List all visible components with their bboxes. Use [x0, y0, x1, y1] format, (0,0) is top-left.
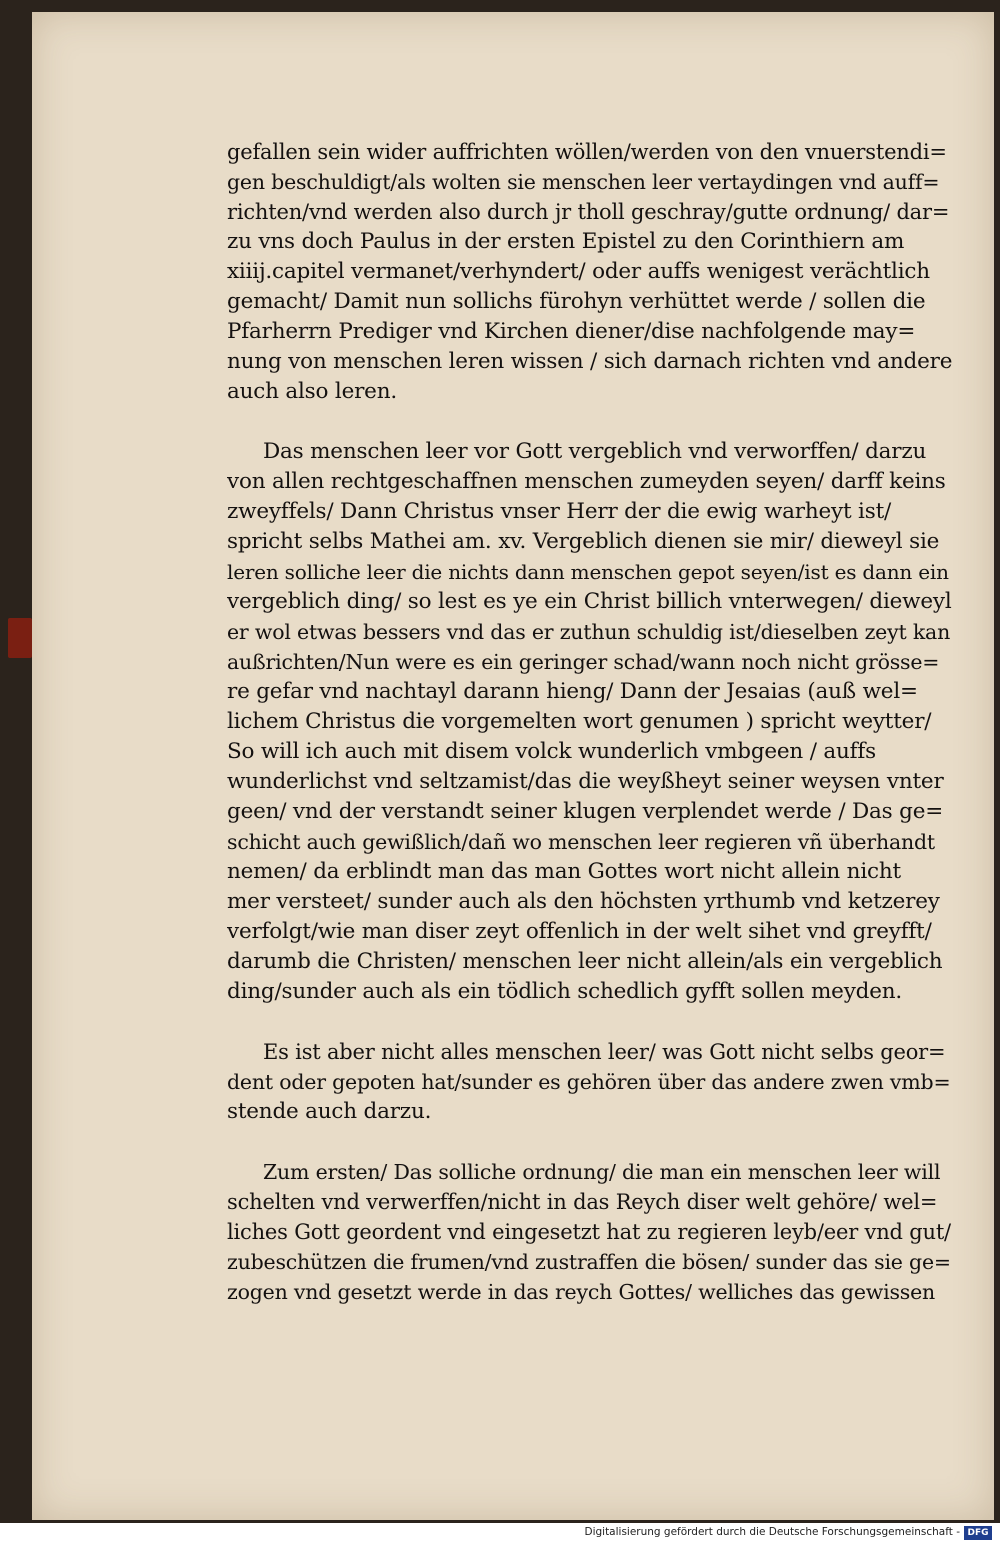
- text-line: xiiij.capitel vermanet/verhyndert/ oder auffs wenigest verächtlich: [227, 259, 930, 284]
- text-line: nung von menschen leren wissen / sich darnach richten vnd andere: [227, 349, 952, 374]
- paragraph-gap: [227, 1007, 952, 1037]
- text-line: ding/sunder auch als ein tödlich schedlich gyfft sollen meyden.: [227, 979, 903, 1004]
- text-line: stende auch darzu.: [227, 1099, 432, 1124]
- book-page: [32, 12, 994, 1520]
- text-line: zu vns doch Paulus in der ersten Epistel zu den Corinthiern am: [227, 229, 905, 254]
- text-line: gen beschuldigt/als wolten sie menschen leer vertaydingen vnd auff=: [227, 170, 940, 194]
- text-line: nemen/ da erblindt man das man Gottes wort nicht allein nicht: [227, 859, 901, 884]
- text-line: gefallen sein wider auffrichten wöllen/werden von den vnuerstendi=: [227, 140, 947, 164]
- text-line: wunderlichst vnd seltzamist/das die weyßheyt seiner weysen vnter: [227, 769, 944, 794]
- text-line: liches Gott geordent vnd eingesetzt hat zu regieren leyb/eer vnd gut/: [227, 1220, 951, 1244]
- text-line: spricht selbs Mathei am. xv. Vergeblich dienen sie mir/ dieweyl sie: [227, 529, 940, 554]
- text-line: vergeblich ding/ so lest es ye ein Christ billich vnterwegen/ dieweyl: [227, 589, 952, 614]
- paragraph-gap: [227, 407, 952, 437]
- text-line: lichem Christus die vorgemelten wort genumen ) spricht weytter/: [227, 709, 932, 734]
- paragraph: [227, 137, 952, 407]
- text-line: auch also leren.: [227, 379, 397, 404]
- footer-credit: Digitalisierung gefördert durch die Deutsche Forschungsgemeinschaft -: [584, 1526, 960, 1538]
- text-line: darumb die Christen/ menschen leer nicht allein/als ein vergeblich: [227, 949, 943, 974]
- text-line: außrichten/Nun were es ein geringer schad/wann noch nicht grösse=: [227, 650, 940, 674]
- text-line: Pfarherrn Prediger vnd Kirchen diener/dise nachfolgende may=: [227, 319, 916, 344]
- paragraph: [227, 1037, 952, 1127]
- text-line: von allen rechtgeschaffnen menschen zumeyden seyen/ darff keins: [227, 469, 946, 494]
- text-line: zogen vnd gesetzt werde in das reych Gottes/ welliches das gewissen: [227, 1280, 936, 1304]
- text-line: er wol etwas bessers vnd das er zuthun schuldig ist/dieselben zeyt kan: [227, 620, 951, 644]
- text-line: gemacht/ Damit nun sollichs fürohyn verhüttet werde / sollen die: [227, 289, 926, 314]
- footer-bar: [0, 1523, 1000, 1543]
- text-line: richten/vnd werden also durch jr tholl geschray/gutte ordnung/ dar=: [227, 200, 950, 224]
- text-line: leren solliche leer die nichts dann menschen gepot seyen/ist es dann ein: [227, 560, 949, 584]
- text-line: Zum ersten/ Das solliche ordnung/ die man ein menschen leer will: [263, 1160, 941, 1184]
- page-text-block: [227, 137, 952, 1307]
- text-line: geen/ vnd der verstandt seiner klugen verplendet werde / Das ge=: [227, 799, 944, 824]
- dfg-logo-icon: DFG: [964, 1526, 992, 1540]
- paragraph-gap: [227, 1127, 952, 1157]
- paragraph: [227, 1157, 952, 1307]
- book-clasp: [8, 618, 32, 658]
- text-line: Das menschen leer vor Gott vergeblich vnd verworffen/ darzu: [263, 439, 927, 464]
- text-line: zweyffels/ Dann Christus vnser Herr der die ewig warheyt ist/: [227, 499, 892, 524]
- text-line: Es ist aber nicht alles menschen leer/ was Gott nicht selbs geor=: [263, 1040, 946, 1064]
- text-line: zubeschützen die frumen/vnd zustraffen die bösen/ sunder das sie ge=: [227, 1250, 951, 1274]
- text-line: schicht auch gewißlich/dañ wo menschen leer regieren vñ überhandt: [227, 830, 935, 854]
- text-line: dent oder gepoten hat/sunder es gehören über das andere zwen vmb=: [227, 1070, 951, 1094]
- text-line: verfolgt/wie man diser zeyt offenlich in der welt sihet vnd greyfft/: [227, 919, 932, 944]
- text-line: So will ich auch mit disem volck wunderlich vmbgeen / auffs: [227, 739, 876, 764]
- text-line: schelten vnd verwerffen/nicht in das Reych diser welt gehöre/ wel=: [227, 1190, 938, 1214]
- text-line: re gefar vnd nachtayl darann hieng/ Dann der Jesaias (auß wel=: [227, 679, 918, 704]
- paragraph: [227, 437, 952, 1007]
- text-line: mer versteet/ sunder auch als den höchsten yrthumb vnd ketzerey: [227, 889, 940, 914]
